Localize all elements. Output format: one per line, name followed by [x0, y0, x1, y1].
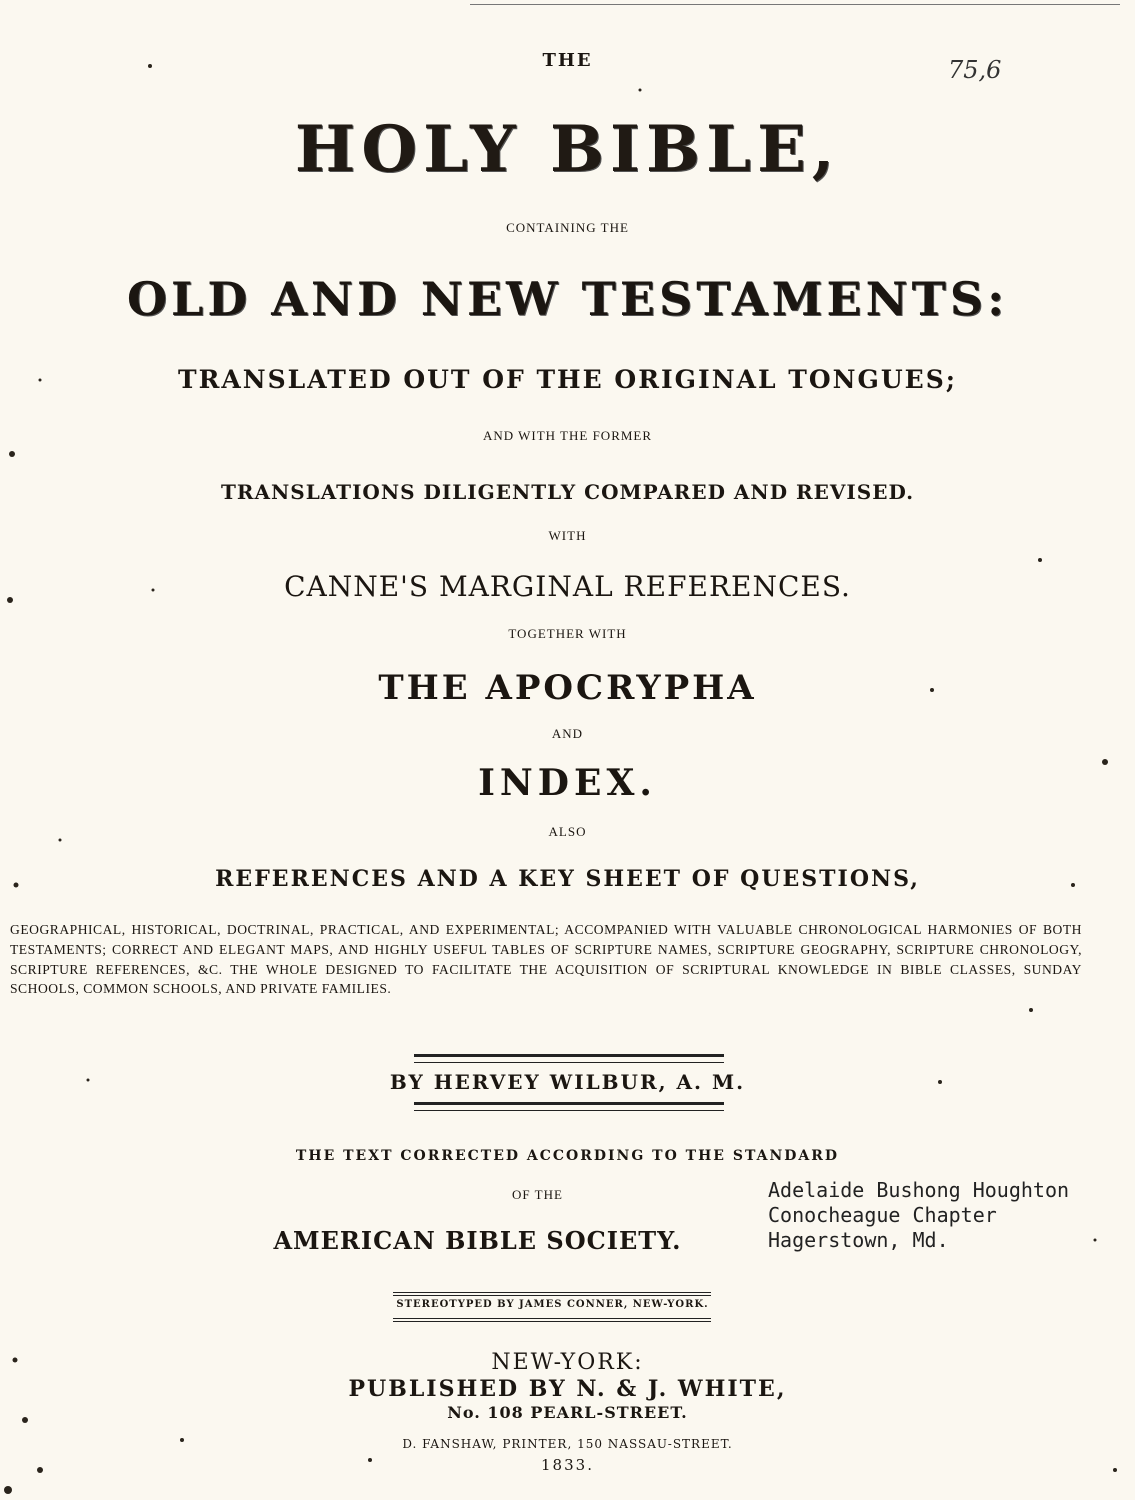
translated-line: TRANSLATED OUT OF THE ORIGINAL TONGUES;	[178, 365, 957, 394]
former-line: AND WITH THE FORMER	[482, 428, 653, 443]
index-heading: INDEX.	[478, 762, 657, 804]
society-line: AMERICAN BIBLE SOCIETY.	[273, 1226, 682, 1255]
apocrypha-heading: THE APOCRYPHA	[378, 668, 757, 708]
text-corrected-line: THE TEXT CORRECTED ACCORDING TO THE STANDARD	[295, 1148, 840, 1164]
title-the: THE	[542, 50, 593, 71]
stamp-line: Hagerstown, Md.	[768, 1228, 949, 1252]
printer-line: D. FANSHAW, PRINTER, 150 NASSAU-STREET.	[402, 1437, 733, 1451]
translations-line: TRANSLATIONS DILIGENTLY COMPARED AND REVISED.	[220, 480, 915, 504]
description-paragraph: GEOGRAPHICAL, HISTORICAL, DOCTRINAL, PRACTICAL, AND EXPERIMENTAL; ACCOMPANIED WITH VALUABLE CHRONOLOGICAL HARMONIES OF BOTH TESTAMENTS; CORRECT AND ELEGANT MAPS, AND HIGHLY USEFUL TABLES OF SCRIPTURE NAMES, SCRIPTURE GEOGRAPHY, SCRIPTURE CHRONOLOGY, SCRIPTURE REFERENCES, &C. THE WHOLE DESIGNED TO FACILITATE THE ACQUISITION OF SCRIPTURAL KNOWLEDGE IN BIBLE CLASSES, SUNDAY SCHOOLS, COMMON SCHOOLS, AND PRIVATE FAMILIES.	[10, 922, 1082, 997]
of-the-line: OF THE	[512, 1187, 563, 1202]
containing-line: CONTAINING THE	[506, 220, 629, 235]
stamp-line: Adelaide Bushong Houghton	[768, 1178, 1070, 1202]
with-line: WITH	[548, 528, 587, 543]
and-line: AND	[551, 726, 584, 741]
references-line: REFERENCES AND A KEY SHEET OF QUESTIONS,	[215, 866, 920, 892]
testaments-heading: OLD AND NEW TESTAMENTS:	[126, 272, 1009, 326]
also-line: ALSO	[548, 824, 587, 839]
handwritten-mark: 75,6	[948, 56, 1002, 84]
address-line: No. 108 PEARL-STREET.	[447, 1403, 688, 1422]
year-line: 1833.	[541, 1456, 594, 1474]
together-with-line: TOGETHER WITH	[508, 626, 627, 641]
cannes-references-line: CANNE'S MARGINAL REFERENCES.	[284, 570, 851, 603]
city-line: NEW-YORK:	[491, 1350, 644, 1375]
author-line: BY HERVEY WILBUR, A. M.	[389, 1070, 746, 1094]
main-title: HOLY BIBLE,	[294, 112, 841, 187]
publisher-line: PUBLISHED BY N. & J. WHITE,	[348, 1376, 787, 1402]
stereotyped-line: STEREOTYPED BY JAMES CONNER, NEW-YORK.	[396, 1299, 709, 1310]
stamp-line: Conocheague Chapter	[768, 1203, 997, 1227]
